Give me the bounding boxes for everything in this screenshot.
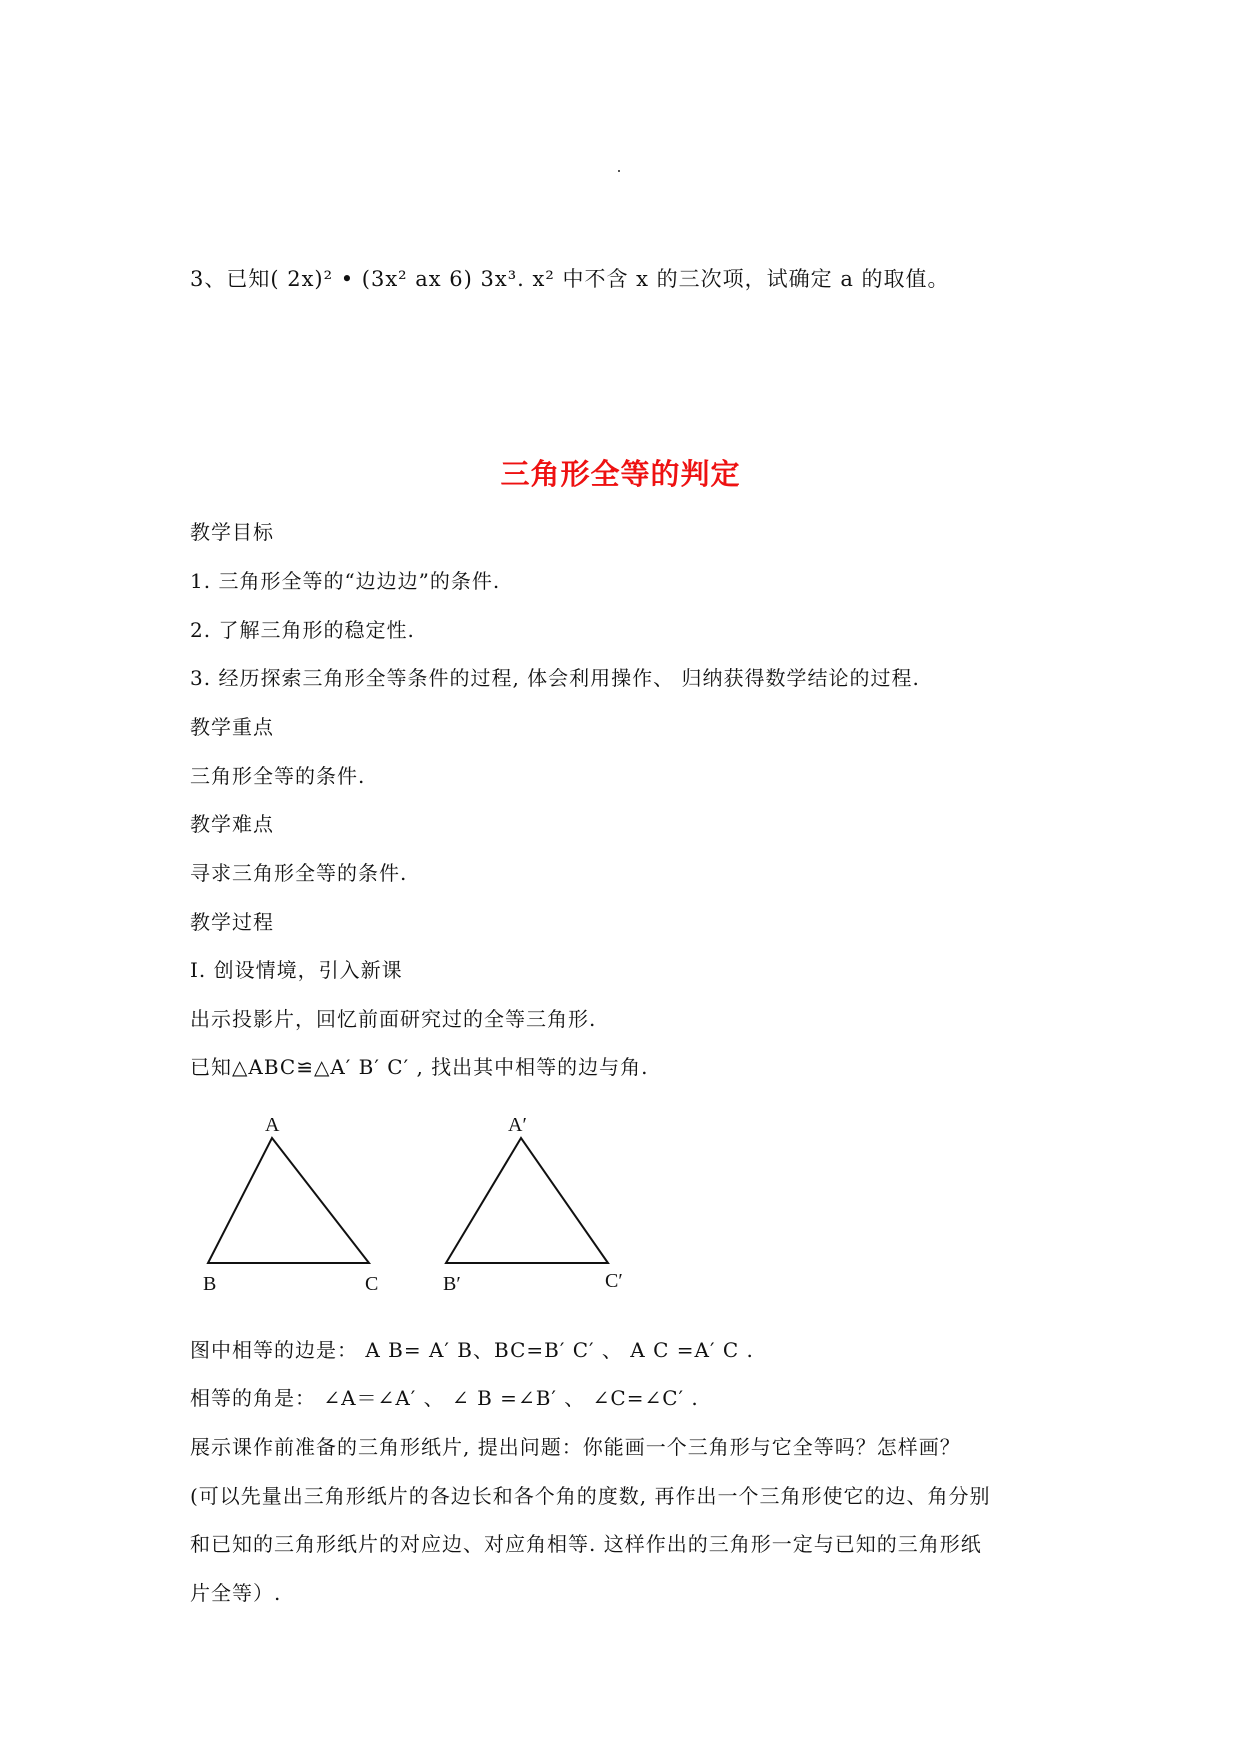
process-text-2: 已知△ABC≌△A′ B′ C′ , 找出其中相等的边与角. [190, 1055, 649, 1079]
key-point-text: 三角形全等的条件. [190, 764, 366, 788]
heading-key-points: 教学重点 [190, 715, 274, 739]
hint-line-1: (可以先量出三角形纸片的各边长和各个角的度数, 再作出一个三角形使它的边、角分别 [190, 1484, 991, 1508]
equal-sides-text: 图中相等的边是： A B= A′ B、BC=B′ C′ 、 A C =A′ C . [190, 1338, 754, 1362]
goal-3: 3. 经历探索三角形全等条件的过程, 体会利用操作、 归纳获得数学结论的过程. [190, 666, 920, 690]
triangles-figure [195, 1110, 655, 1300]
hint-line-3: 片全等）. [190, 1581, 282, 1605]
label-c: C [365, 1273, 379, 1295]
process-step-1: Ⅰ. 创设情境，引入新课 [190, 958, 403, 982]
label-a-prime: A′ [508, 1114, 527, 1136]
label-c-prime: C′ [605, 1270, 623, 1292]
triangle-a2b2c2 [446, 1138, 608, 1263]
equal-angles-text: 相等的角是： ∠A＝∠A′ 、 ∠ B =∠B′ 、 ∠C=∠C′ . [190, 1386, 699, 1410]
label-a: A [265, 1114, 280, 1136]
section-title: 三角形全等的判定 [500, 457, 741, 491]
label-b-prime: B′ [443, 1273, 461, 1295]
process-text-1: 出示投影片，回忆前面研究过的全等三角形. [190, 1007, 597, 1031]
triangle-abc [208, 1138, 369, 1263]
heading-teaching-goals: 教学目标 [190, 520, 274, 544]
heading-process: 教学过程 [190, 910, 274, 934]
header-dot [618, 170, 620, 172]
label-b: B [203, 1273, 217, 1295]
difficulty-text: 寻求三角形全等的条件. [190, 861, 408, 885]
goal-2: 2. 了解三角形的稳定性. [190, 618, 415, 642]
heading-difficulties: 教学难点 [190, 812, 274, 836]
question-text: 展示课作前准备的三角形纸片, 提出问题：你能画一个三角形与它全等吗？怎样画？ [190, 1435, 961, 1459]
problem-3: 3、已知( 2x)² • (3x² ax 6) 3x³. x² 中不含 x 的三次项，试确定 a 的取值。 [190, 267, 950, 291]
goal-1: 1. 三角形全等的“边边边”的条件. [190, 569, 501, 593]
hint-line-2: 和已知的三角形纸片的对应边、对应角相等. 这样作出的三角形一定与已知的三角形纸 [190, 1532, 982, 1556]
